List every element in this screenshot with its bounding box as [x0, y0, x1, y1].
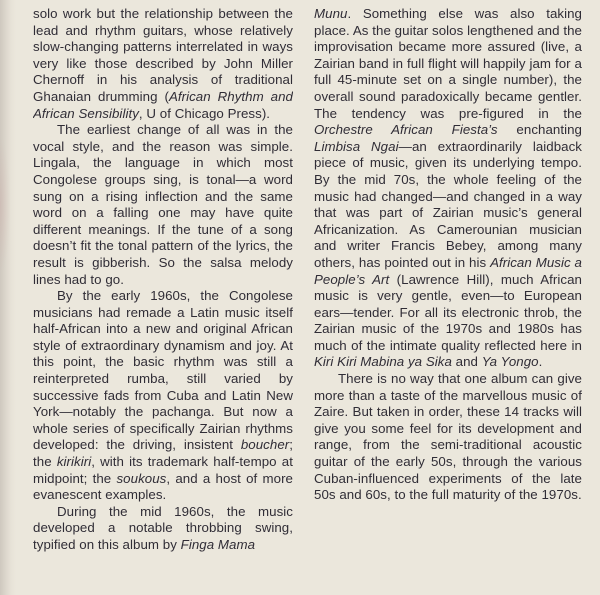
- text-segment: By the early 1960s, the Congolese musicians had remade a Latin music itself half-African into a new and original African style of extraordinary dynamism and joy. At this point, the basic rhythm was still a reinterpreted rumba, still varied by successive fads from Cuba and Latin New York—notably the pachanga. But now a whole series of specifically Zairian rhythms developed: the driving, insistent: [33, 288, 293, 453]
- paragraph: [33, 504, 293, 554]
- paragraph: [33, 288, 293, 504]
- text-segment: solo work but the relationship between the lead and rhythm guitars, whose relatively slow-changing patterns interrelated in ways very like those described by John Miller Chernoff in his analysis of traditional Ghanaian drumming (: [33, 6, 293, 104]
- text-segment: , and a host of more evanescent examples.: [33, 470, 293, 503]
- italic-text-segment: kirikiri: [56, 454, 92, 470]
- text-segment: (Lawrence Hill), much African music is very gentle, even—to European ears—tender. For all its electronic throb, the Zairian music of the 1970s and 1980s has much of the intimate quality reflected here in: [314, 271, 582, 353]
- text-segment: , U of Chicago Press).: [138, 105, 271, 121]
- text-segment: ; the: [33, 437, 293, 470]
- text-column-left: [33, 6, 293, 592]
- italic-text-segment: African Music a People’s Art: [314, 254, 582, 287]
- italic-text-segment: Orchestre African Fiesta’s: [314, 122, 498, 138]
- paragraph: [314, 6, 582, 371]
- italic-text-segment: soukous: [116, 470, 167, 486]
- scan-edge-shadow: [0, 0, 16, 595]
- text-segment: enchanting: [497, 122, 582, 138]
- italic-text-segment: Limbisa Ngai: [314, 138, 399, 154]
- text-segment: , with its trademark half-tempo at midpoint; the: [33, 454, 293, 486]
- text-segment: . Something else was also taking place. As the guitar solos lengthened and the improvisation became more assured (live, a Zairian band in full flight will happily jam for a full 45-minute set on a single number), the overall sound paradoxically became gentler. The tendency was pre-figured in the: [314, 6, 582, 121]
- text-segment: —an extraordinarily laidback piece of music, given its underlying tempo. By the mid 70s, the whole feeling of the music had changed—and changed in a way that was part of Zairian music’s general Africanization. As Camerounian musician and writer Francis Bebey, among many others, has pointed out in his: [314, 138, 582, 270]
- paragraph: [33, 122, 293, 288]
- italic-text-segment: African Rhythm and African Sensibility: [33, 88, 293, 121]
- text-segment: .: [538, 354, 543, 370]
- text-column-right: [314, 6, 582, 592]
- italic-text-segment: Kiri Kiri Mabina ya Sika: [314, 354, 452, 370]
- paragraph: [33, 6, 293, 122]
- text-segment: and: [451, 354, 482, 370]
- italic-text-segment: Ya Yongo: [481, 354, 539, 370]
- scan-edge-blotch: [0, 140, 10, 270]
- italic-text-segment: Munu: [314, 6, 348, 21]
- italic-text-segment: Finga Mama: [180, 537, 256, 552]
- italic-text-segment: boucher: [240, 437, 290, 453]
- paragraph: [314, 371, 582, 504]
- text-segment: During the mid 1960s, the music developed a notable throbbing swing, typified on this album by: [33, 503, 293, 552]
- text-segment: The earliest change of all was in the vocal style, and the reason was simple. Lingala, the language in which most Congolese groups sing, is tonal—a word sung on a rising inflection and the same word on a falling one may have quite different meanings. If the tune of a song doesn’t fit the tonal pattern of the lyrics, the result is gibberish. So the salsa melody lines had to go.: [33, 122, 293, 287]
- text-segment: There is no way that one album can give more than a taste of the marvellous music of Zaire. But taken in order, these 14 tracks will give you some feel for its development and range, from the semi-traditional acoustic guitar of the early 50s, through the various Cuban-influenced experiments of the late 50s and 60s, to the full maturity of the 1970s.: [314, 371, 582, 503]
